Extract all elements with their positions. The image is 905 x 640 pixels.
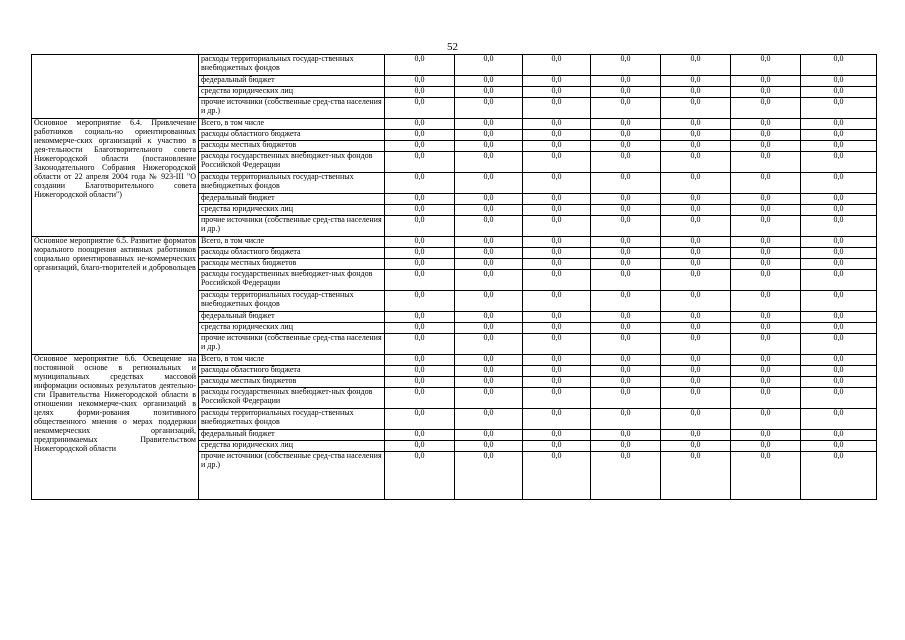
funding-value: 0,0 [523,194,591,205]
funding-value: 0,0 [385,323,455,334]
funding-value: 0,0 [455,216,523,237]
funding-value: 0,0 [731,441,801,452]
funding-source: расходы территориальных государ-ственных внебюджетных фондов [199,55,385,76]
funding-value: 0,0 [523,216,591,237]
funding-value: 0,0 [731,312,801,323]
funding-value: 0,0 [523,119,591,130]
funding-value: 0,0 [801,119,877,130]
funding-value: 0,0 [385,152,455,173]
funding-value: 0,0 [591,377,661,388]
funding-source: прочие источники (собственные сред-ства населения и др.) [199,452,385,500]
funding-value: 0,0 [661,194,731,205]
funding-value: 0,0 [523,55,591,76]
funding-value: 0,0 [661,377,731,388]
funding-value: 0,0 [385,452,455,500]
funding-value: 0,0 [661,409,731,430]
funding-value: 0,0 [591,216,661,237]
funding-value: 0,0 [731,87,801,98]
funding-value: 0,0 [801,441,877,452]
funding-value: 0,0 [801,430,877,441]
funding-value: 0,0 [455,130,523,141]
funding-value: 0,0 [731,409,801,430]
funding-value: 0,0 [661,291,731,312]
funding-value: 0,0 [731,291,801,312]
funding-value: 0,0 [591,119,661,130]
funding-value: 0,0 [385,76,455,87]
funding-source: расходы государственных внебюджет-ных фондов Российской Федерации [199,152,385,173]
funding-value: 0,0 [661,130,731,141]
funding-value: 0,0 [661,87,731,98]
funding-value: 0,0 [661,430,731,441]
table-row [32,237,877,248]
funding-value: 0,0 [385,377,455,388]
funding-source: расходы областного бюджета [199,366,385,377]
funding-value: 0,0 [661,312,731,323]
funding-value: 0,0 [591,388,661,409]
funding-value: 0,0 [591,312,661,323]
funding-value: 0,0 [801,173,877,194]
funding-value: 0,0 [523,98,591,119]
funding-value: 0,0 [801,98,877,119]
table-row [32,355,877,366]
funding-source: расходы местных бюджетов [199,377,385,388]
funding-value: 0,0 [801,152,877,173]
funding-value: 0,0 [801,291,877,312]
funding-value: 0,0 [385,130,455,141]
funding-source: расходы территориальных государ-ственных внебюджетных фондов [199,409,385,430]
funding-value: 0,0 [661,119,731,130]
funding-value: 0,0 [801,130,877,141]
funding-source: федеральный бюджет [199,194,385,205]
funding-value: 0,0 [731,194,801,205]
funding-value: 0,0 [591,270,661,291]
funding-value: 0,0 [455,205,523,216]
funding-value: 0,0 [801,377,877,388]
funding-value: 0,0 [661,237,731,248]
funding-value: 0,0 [731,76,801,87]
funding-value: 0,0 [455,173,523,194]
funding-value: 0,0 [731,355,801,366]
funding-value: 0,0 [455,291,523,312]
funding-value: 0,0 [455,270,523,291]
page-number: 52 [447,41,458,53]
funding-value: 0,0 [731,205,801,216]
funding-value: 0,0 [801,334,877,355]
funding-value: 0,0 [455,312,523,323]
funding-value: 0,0 [455,334,523,355]
funding-value: 0,0 [385,366,455,377]
funding-value: 0,0 [455,323,523,334]
funding-value: 0,0 [731,119,801,130]
funding-value: 0,0 [523,388,591,409]
funding-value: 0,0 [801,216,877,237]
funding-value: 0,0 [385,237,455,248]
funding-table [31,54,877,500]
funding-value: 0,0 [455,98,523,119]
funding-value: 0,0 [523,409,591,430]
funding-value: 0,0 [455,409,523,430]
funding-source: средства юридических лиц [199,87,385,98]
funding-value: 0,0 [523,130,591,141]
funding-value: 0,0 [801,388,877,409]
funding-value: 0,0 [385,409,455,430]
funding-value: 0,0 [523,259,591,270]
funding-value: 0,0 [801,312,877,323]
funding-value: 0,0 [455,388,523,409]
funding-source: расходы территориальных государ-ственных внебюджетных фондов [199,173,385,194]
funding-value: 0,0 [591,205,661,216]
funding-value: 0,0 [385,259,455,270]
funding-value: 0,0 [731,173,801,194]
funding-value: 0,0 [661,334,731,355]
funding-value: 0,0 [455,76,523,87]
funding-value: 0,0 [731,377,801,388]
funding-value: 0,0 [591,259,661,270]
funding-value: 0,0 [731,141,801,152]
funding-value: 0,0 [731,270,801,291]
funding-value: 0,0 [591,355,661,366]
funding-value: 0,0 [385,216,455,237]
funding-source: расходы местных бюджетов [199,141,385,152]
funding-value: 0,0 [731,55,801,76]
funding-value: 0,0 [455,366,523,377]
funding-value: 0,0 [731,130,801,141]
funding-value: 0,0 [591,248,661,259]
funding-value: 0,0 [661,152,731,173]
funding-value: 0,0 [591,366,661,377]
funding-value: 0,0 [455,237,523,248]
funding-value: 0,0 [523,270,591,291]
activity-description: Основное мероприятие 6.4. Привлечение работников социаль-но ориентированных некоммерче-ских организаций к участию в дея-тельности Благотворительного совета Нижегородской области (постановление Законодательного Собрания Нижегородской области от 22 апреля 2004 года № 923-III "О создании Благотворительного совета Нижегородской области") [32,119,199,237]
funding-value: 0,0 [731,152,801,173]
funding-source: прочие источники (собственные сред-ства населения и др.) [199,98,385,119]
table-row [32,55,877,76]
funding-value: 0,0 [591,291,661,312]
funding-value: 0,0 [523,366,591,377]
funding-value: 0,0 [523,377,591,388]
funding-value: 0,0 [591,130,661,141]
funding-source: расходы государственных внебюджет-ных фондов Российской Федерации [199,270,385,291]
funding-value: 0,0 [801,270,877,291]
funding-value: 0,0 [523,141,591,152]
funding-value: 0,0 [731,216,801,237]
funding-value: 0,0 [385,430,455,441]
funding-value: 0,0 [801,248,877,259]
activity-description: Основное мероприятие 6.6. Освещение на постоянной основе в региональных и муниципальных средствах массовой информации основных результатов деятельно-сти Правительства Нижегородской области в отношении некоммерче-ских организаций в целях форми-рования позитивного общественного мнения о мерах поддержки некоммерческих организаций, предпринимаемых Правительством Нижегородской области [32,355,199,500]
funding-value: 0,0 [801,237,877,248]
funding-value: 0,0 [455,355,523,366]
funding-source: расходы государственных внебюджет-ных фондов Российской Федерации [199,388,385,409]
funding-value: 0,0 [523,441,591,452]
funding-value: 0,0 [523,291,591,312]
funding-value: 0,0 [661,98,731,119]
funding-value: 0,0 [591,334,661,355]
funding-value: 0,0 [455,194,523,205]
funding-value: 0,0 [523,76,591,87]
funding-value: 0,0 [385,355,455,366]
funding-value: 0,0 [523,152,591,173]
funding-value: 0,0 [661,76,731,87]
funding-value: 0,0 [385,87,455,98]
funding-value: 0,0 [523,173,591,194]
funding-value: 0,0 [523,205,591,216]
funding-value: 0,0 [455,248,523,259]
funding-source: федеральный бюджет [199,430,385,441]
funding-value: 0,0 [731,248,801,259]
funding-source: прочие источники (собственные сред-ства населения и др.) [199,334,385,355]
funding-value: 0,0 [385,194,455,205]
funding-value: 0,0 [385,291,455,312]
funding-value: 0,0 [801,366,877,377]
funding-value: 0,0 [523,323,591,334]
funding-value: 0,0 [591,173,661,194]
funding-value: 0,0 [801,194,877,205]
funding-value: 0,0 [455,259,523,270]
funding-value: 0,0 [591,152,661,173]
table-row [32,119,877,130]
funding-value: 0,0 [801,409,877,430]
funding-value: 0,0 [455,430,523,441]
funding-value: 0,0 [801,452,877,500]
funding-value: 0,0 [523,312,591,323]
funding-value: 0,0 [731,259,801,270]
funding-source: расходы территориальных государ-ственных внебюджетных фондов [199,291,385,312]
funding-value: 0,0 [385,388,455,409]
funding-value: 0,0 [731,98,801,119]
funding-value: 0,0 [661,55,731,76]
funding-source: прочие источники (собственные сред-ства населения и др.) [199,216,385,237]
funding-value: 0,0 [661,323,731,334]
funding-value: 0,0 [801,76,877,87]
funding-value: 0,0 [661,452,731,500]
funding-source: Всего, в том числе [199,355,385,366]
funding-value: 0,0 [455,377,523,388]
funding-value: 0,0 [661,173,731,194]
activity-description [32,55,199,119]
funding-value: 0,0 [591,87,661,98]
funding-value: 0,0 [591,430,661,441]
funding-source: расходы областного бюджета [199,248,385,259]
funding-value: 0,0 [801,355,877,366]
funding-value: 0,0 [385,173,455,194]
funding-value: 0,0 [801,205,877,216]
funding-value: 0,0 [661,355,731,366]
funding-value: 0,0 [385,141,455,152]
funding-value: 0,0 [591,194,661,205]
funding-source: федеральный бюджет [199,312,385,323]
funding-value: 0,0 [661,205,731,216]
funding-value: 0,0 [591,409,661,430]
funding-source: Всего, в том числе [199,237,385,248]
funding-value: 0,0 [731,237,801,248]
funding-value: 0,0 [801,323,877,334]
funding-source: расходы областного бюджета [199,130,385,141]
funding-value: 0,0 [523,452,591,500]
funding-value: 0,0 [731,323,801,334]
funding-value: 0,0 [591,323,661,334]
funding-value: 0,0 [801,259,877,270]
funding-value: 0,0 [661,248,731,259]
funding-value: 0,0 [661,259,731,270]
funding-value: 0,0 [385,441,455,452]
funding-value: 0,0 [731,430,801,441]
funding-value: 0,0 [801,141,877,152]
funding-value: 0,0 [455,141,523,152]
funding-value: 0,0 [801,87,877,98]
funding-value: 0,0 [591,441,661,452]
funding-value: 0,0 [731,366,801,377]
funding-value: 0,0 [591,141,661,152]
funding-value: 0,0 [523,355,591,366]
funding-value: 0,0 [455,452,523,500]
funding-value: 0,0 [731,334,801,355]
funding-value: 0,0 [591,452,661,500]
funding-value: 0,0 [661,141,731,152]
funding-value: 0,0 [661,388,731,409]
funding-source: средства юридических лиц [199,323,385,334]
funding-value: 0,0 [385,205,455,216]
funding-value: 0,0 [591,98,661,119]
funding-value: 0,0 [661,366,731,377]
funding-value: 0,0 [455,55,523,76]
funding-value: 0,0 [455,152,523,173]
funding-value: 0,0 [385,55,455,76]
activity-description: Основное мероприятие 6.5. Развитие форматов морального поощрения активных работников социально ориентированных не-коммерческих организаций, благо-творителей и добровольцев [32,237,199,355]
funding-value: 0,0 [523,430,591,441]
funding-value: 0,0 [801,55,877,76]
funding-value: 0,0 [523,237,591,248]
funding-value: 0,0 [385,312,455,323]
funding-value: 0,0 [385,270,455,291]
funding-value: 0,0 [523,87,591,98]
funding-value: 0,0 [591,55,661,76]
funding-value: 0,0 [455,87,523,98]
funding-value: 0,0 [455,441,523,452]
funding-value: 0,0 [523,334,591,355]
funding-source: федеральный бюджет [199,76,385,87]
funding-source: средства юридических лиц [199,441,385,452]
funding-value: 0,0 [661,441,731,452]
funding-source: средства юридических лиц [199,205,385,216]
funding-value: 0,0 [385,334,455,355]
funding-source: расходы местных бюджетов [199,259,385,270]
funding-value: 0,0 [455,119,523,130]
funding-value: 0,0 [591,237,661,248]
funding-value: 0,0 [591,76,661,87]
funding-value: 0,0 [731,388,801,409]
funding-value: 0,0 [523,248,591,259]
funding-value: 0,0 [661,216,731,237]
funding-value: 0,0 [661,270,731,291]
funding-value: 0,0 [731,452,801,500]
funding-source: Всего, в том числе [199,119,385,130]
funding-value: 0,0 [385,98,455,119]
funding-value: 0,0 [385,248,455,259]
funding-value: 0,0 [385,119,455,130]
